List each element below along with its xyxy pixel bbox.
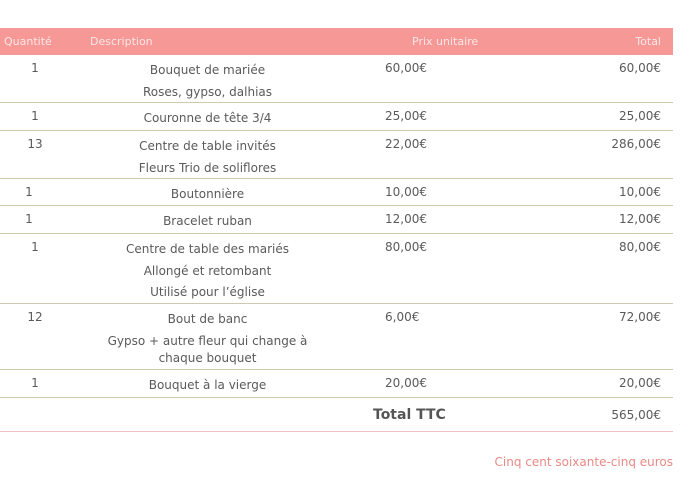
row-description bbox=[90, 309, 325, 367]
row-unit-price: 22,00€ bbox=[385, 137, 427, 151]
table-body bbox=[0, 55, 673, 398]
row-description bbox=[90, 184, 325, 206]
row-quantity: 13 bbox=[27, 137, 43, 151]
table-row bbox=[0, 370, 673, 398]
row-quantity: 12 bbox=[27, 310, 43, 324]
table-row bbox=[0, 234, 673, 304]
row-description bbox=[90, 239, 325, 304]
description-line: Allongé et retombant bbox=[143, 263, 272, 278]
row-description bbox=[90, 108, 325, 130]
description-line: Bracelet ruban bbox=[163, 214, 252, 228]
row-quantity: 1 bbox=[31, 109, 39, 123]
row-quantity: 1 bbox=[31, 61, 39, 75]
description-line: Centre de table des mariés bbox=[126, 242, 289, 256]
row-total: 286,00€ bbox=[611, 137, 661, 151]
description-line: Centre de table invités bbox=[139, 139, 276, 153]
table-row bbox=[0, 206, 673, 234]
header-quantity: Quantité bbox=[4, 35, 52, 48]
row-description bbox=[90, 136, 325, 179]
row-quantity: 1 bbox=[31, 240, 39, 254]
description-line: Bouquet à la vierge bbox=[148, 378, 267, 392]
table-row bbox=[0, 55, 673, 103]
table-row bbox=[0, 103, 673, 131]
total-label: Total TTC bbox=[373, 407, 446, 423]
row-quantity: 1 bbox=[31, 376, 39, 390]
row-unit-price: 60,00€ bbox=[385, 61, 427, 75]
description-line: Utilisé pour l’église bbox=[150, 285, 265, 299]
row-quantity: 1 bbox=[25, 185, 33, 199]
row-description bbox=[90, 211, 325, 233]
row-quantity: 1 bbox=[25, 212, 33, 226]
total-row bbox=[0, 401, 673, 432]
row-unit-price: 20,00€ bbox=[385, 376, 427, 390]
row-total: 60,00€ bbox=[619, 61, 661, 75]
row-total: 72,00€ bbox=[619, 310, 661, 324]
description-line: Couronne de tête 3/4 bbox=[143, 111, 272, 125]
description-line: Roses, gypso, dalhias bbox=[142, 84, 273, 99]
row-total: 10,00€ bbox=[619, 185, 661, 199]
table-row bbox=[0, 131, 673, 179]
table-row bbox=[0, 179, 673, 206]
row-unit-price: 6,00€ bbox=[385, 310, 420, 324]
row-description bbox=[90, 60, 325, 103]
row-total: 25,00€ bbox=[619, 109, 661, 123]
description-line: Bouquet de mariée bbox=[149, 63, 266, 77]
row-total: 12,00€ bbox=[619, 212, 661, 226]
description-line: Bout de banc bbox=[167, 312, 248, 326]
table-row bbox=[0, 304, 673, 370]
description-line: Boutonnière bbox=[170, 187, 245, 201]
row-unit-price: 10,00€ bbox=[385, 185, 427, 199]
header-description: Description bbox=[90, 35, 153, 48]
row-unit-price: 12,00€ bbox=[385, 212, 427, 226]
header-total: Total bbox=[635, 35, 661, 48]
table-header bbox=[0, 28, 673, 55]
row-unit-price: 25,00€ bbox=[385, 109, 427, 123]
row-total: 80,00€ bbox=[619, 240, 661, 254]
total-in-words: Cinq cent soixante-cinq euros bbox=[494, 455, 673, 469]
row-unit-price: 80,00€ bbox=[385, 240, 427, 254]
row-description bbox=[90, 375, 325, 397]
total-value: 565,00€ bbox=[611, 408, 661, 422]
row-total: 20,00€ bbox=[619, 376, 661, 390]
description-line: Gypso + autre fleur qui change à chaque bouquet bbox=[107, 333, 308, 365]
description-line: Fleurs Trio de soliflores bbox=[138, 160, 277, 175]
header-unit-price: Prix unitaire bbox=[412, 35, 479, 48]
